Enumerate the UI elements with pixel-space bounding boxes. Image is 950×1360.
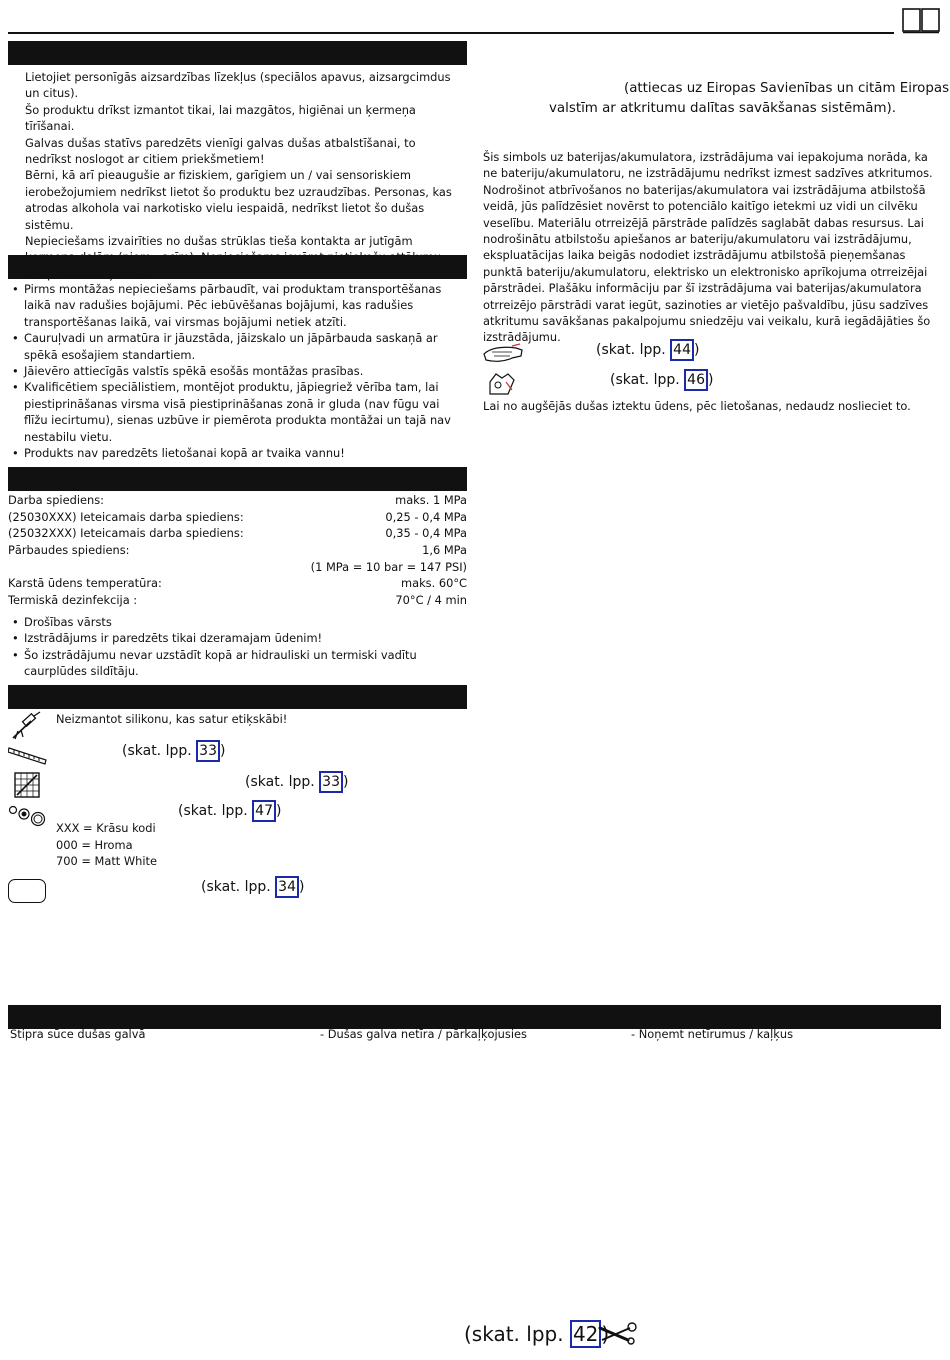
page-link-marking[interactable]: 34	[275, 876, 299, 898]
safety-paragraph: Bērni, kā arī pieaugušie ar fiziskiem, garīgiem un / vai sensoriskiem ierobežojumiem nedrīkst lietot šo produktu bez uzraudzības. Personas, kas atrodas alkohola vai narkotisko vielu iespaidā, nedrīkst lietot šo dušas sistēmu.	[25, 168, 452, 232]
list-item: • Cauruļvadi un armatūra ir jāuzstāda, jāizskalo un jāpārbauda saskaņā ar spēkā esošajiem standartiem.	[10, 330, 462, 363]
row-value: maks. 1 MPa	[395, 493, 467, 507]
safety-paragraph: Nepieciešams izvairīties no dušas strūklas tieša kontakta ar jutīgām ķermeņa daļām (piem., acīm). Nepieciešams ievērot pietiekošu attālumu starp dušu un ķermeni.	[25, 234, 441, 281]
table-row	[8, 575, 467, 592]
ref-prefix: (skat. lpp.	[610, 372, 685, 388]
list-item: • Izstrādājums ir paredzēts tikai dzeramajam ūdenim!	[10, 630, 462, 646]
list-item: 000 = Hroma	[56, 837, 133, 852]
table-row	[8, 542, 467, 559]
list-item: • Šo izstrādājumu nevar uzstādīt kopā ar hidrauliski un termiski vadītu caurplūdes sildītāju.	[10, 647, 462, 680]
ref-suffix: )	[693, 342, 700, 358]
safety-paragraph: Galvas dušas statīvs paredzēts vienīgi galvas dušas atbalstīšanai, to nedrīkst noslogot ar citiem priekšmetiem!	[25, 135, 416, 167]
ref-prefix: (skat. lpp.	[245, 774, 320, 790]
ref-prefix: (skat. lpp.	[464, 1322, 570, 1346]
color-code-list	[56, 820, 157, 870]
row-label: Pārbaudes spiediens:	[8, 543, 130, 557]
safety-paragraph: Lietojiet personīgās aizsardzības līzekļus (speciālos apavus, aizsargcimdus un citus).	[25, 70, 451, 101]
silicone-gun-icon	[9, 711, 43, 741]
ref-prefix: (skat. lpp.	[596, 342, 671, 358]
ref-suffix: )	[601, 1322, 610, 1346]
section-bar-troubleshooting	[8, 1005, 941, 1029]
ref-spare-parts	[178, 800, 281, 822]
ref-marking	[201, 876, 304, 898]
row-value: 1,6 MPa	[422, 543, 467, 557]
page-link-cleaning[interactable]: 44	[670, 339, 694, 361]
remedy-cell: - Noņemt netīrumus / kaļķus	[631, 1027, 794, 1041]
list-item: • Pirms montāžas nepieciešams pārbaudīt, vai produktam transportēšanas laikā nav radušies bojājumi. Pēc iebūvēšanas bojājumi, kas radušies transportēšanas laikā, vai virsmas bojājumi netiek atzīti.	[10, 281, 462, 330]
tech-bullets	[10, 614, 462, 680]
safety-text-block	[25, 69, 455, 282]
page-link-flow[interactable]: 33	[319, 771, 343, 793]
row-value: 70°C / 4 min	[395, 593, 467, 607]
page-link-bottom[interactable]: 42	[570, 1320, 601, 1348]
ref-flow	[245, 771, 348, 793]
table-row	[8, 592, 467, 609]
table-row	[8, 509, 467, 526]
disposal-scope-line2: valstīm ar atkritumu dalītas savākšanas sistēmām).	[549, 101, 896, 116]
silicone-note: Neizmantot silikonu, kas satur etiķskābi!	[56, 712, 288, 726]
ref-suffix: )	[275, 803, 282, 819]
list-item: 700 = Matt White	[56, 854, 158, 869]
hand-service-icon	[486, 370, 518, 398]
ref-cleaning	[596, 339, 699, 361]
flow-diagram-icon	[14, 772, 40, 798]
ref-suffix: )	[219, 743, 226, 759]
section-bar-notes	[8, 685, 467, 709]
list-item: • Drošības vārsts	[10, 614, 462, 630]
row-label: Termiskā dezinfekcija :	[8, 593, 138, 607]
safety-paragraph: Šo produktu drīkst izmantot tikai, lai mazgātos, higiēnai un ķermeņa tīrīšanai.	[25, 102, 416, 134]
ruler-icon	[8, 744, 48, 766]
ref-dimensions	[122, 740, 225, 762]
row-value: 0,35 - 0,4 MPa	[385, 526, 467, 540]
row-label: Karstā ūdens temperatūra:	[8, 576, 162, 590]
installation-list	[10, 281, 462, 461]
row-label: (25030XXX) Ieteicamais darba spiediens:	[8, 510, 244, 524]
ref-suffix: )	[298, 879, 305, 895]
tech-data-table	[8, 492, 467, 610]
manual-book-icon	[902, 8, 940, 34]
section-bar-technical-data	[8, 467, 467, 491]
disposal-scope-line1: (attiecas uz Eiropas Savienības un citām Eiropas	[624, 81, 950, 96]
tools-icon	[598, 1322, 638, 1346]
table-row	[8, 559, 467, 576]
fault-cell: Stipra sūce dušas galvā	[10, 1027, 146, 1041]
page-link-dimensions[interactable]: 33	[196, 740, 220, 762]
marking-label-icon	[8, 879, 46, 903]
ref-prefix: (skat. lpp.	[201, 879, 276, 895]
section-bar-safety	[8, 41, 467, 65]
row-value: 0,25 - 0,4 MPa	[385, 510, 467, 524]
list-item: XXX = Krāsu kodi	[56, 821, 156, 835]
cause-cell: - Dušas galva netīra / pārkaļķojusies	[320, 1027, 527, 1041]
list-item: • Produkts nav paredzēts lietošanai kopā ar tvaika vannu!	[10, 445, 462, 461]
ref-prefix: (skat. lpp.	[122, 743, 197, 759]
spare-parts-icon	[8, 802, 48, 828]
ref-suffix: )	[342, 774, 349, 790]
list-item: • Kvalificētiem speciālistiem, montējot produktu, jāpiegriež vērība tam, lai piestiprināšanas virsma visā piestiprināšanas zonā ir gluda (nav fūgu vai flīžu iecirtumu), sienas uzbūve ir piemērota produkta montāžai un tajā nav nestabilu vietu.	[10, 379, 462, 445]
page-link-service[interactable]: 46	[684, 369, 708, 391]
hand-cleaning-icon	[482, 340, 524, 366]
table-row	[8, 492, 467, 509]
ref-suffix: )	[707, 372, 714, 388]
row-value: (1 MPa = 10 bar = 147 PSI)	[310, 560, 467, 574]
row-label: Darba spiediens:	[8, 493, 104, 507]
disposal-body: Šis simbols uz baterijas/akumulatora, izstrādājuma vai iepakojuma norāda, ka ne bateriju/akumulatoru, ne izstrādājumu nedrīkst izmest sadzīves atkritumos. Nodrošinot atbrīvošanos no baterijas/akumulatora vai izstrādājuma atbilstošā veidā, jūs palīdzēsiet novērst to potenciālo kaitīgo ietekmi uz vidi un cilvēku veselību. Materiālu otrreizējā pārstrāde palīdzēs saglabāt dabas resursus. Lai nodrošinātu atbilstošu apiešanos ar bateriju/akumulatoru vai izstrādājumu, ekspluatācijas laika beigās nododiet izstrādājumu atbilstošā pieņemšanas punktā bateriju/akumulatoru, elektrisko un elektronisko aprīkojuma otrreizējai pārstrādei. Plašāku informāciju par šī izstrādājuma vai baterijas/akumulatora otrreizējo pārstrādi varat iegūt, sazinoties ar vietējo pašvaldību, jūsu sadzīves atkritumu savākšanas pakalpojumu sniedzēju vai veikalu, kurā iegādājāties šo izstrādājumu.	[483, 150, 933, 345]
row-value: maks. 60°C	[401, 576, 467, 590]
row-label: (25032XXX) Ieteicamais darba spiediens:	[8, 526, 244, 540]
drip-note: Lai no augšējās dušas iztektu ūdens, pēc lietošanas, nedaudz noslieciet to.	[483, 399, 911, 413]
table-row	[8, 525, 467, 542]
ref-service	[610, 369, 713, 391]
list-item: • Jāievēro attiecīgās valstīs spēkā esošās montāžas prasības.	[10, 363, 462, 379]
page-link-spare-parts[interactable]: 47	[252, 800, 276, 822]
ref-bottom	[464, 1320, 609, 1348]
header-rule	[8, 32, 894, 34]
ref-prefix: (skat. lpp.	[178, 803, 253, 819]
